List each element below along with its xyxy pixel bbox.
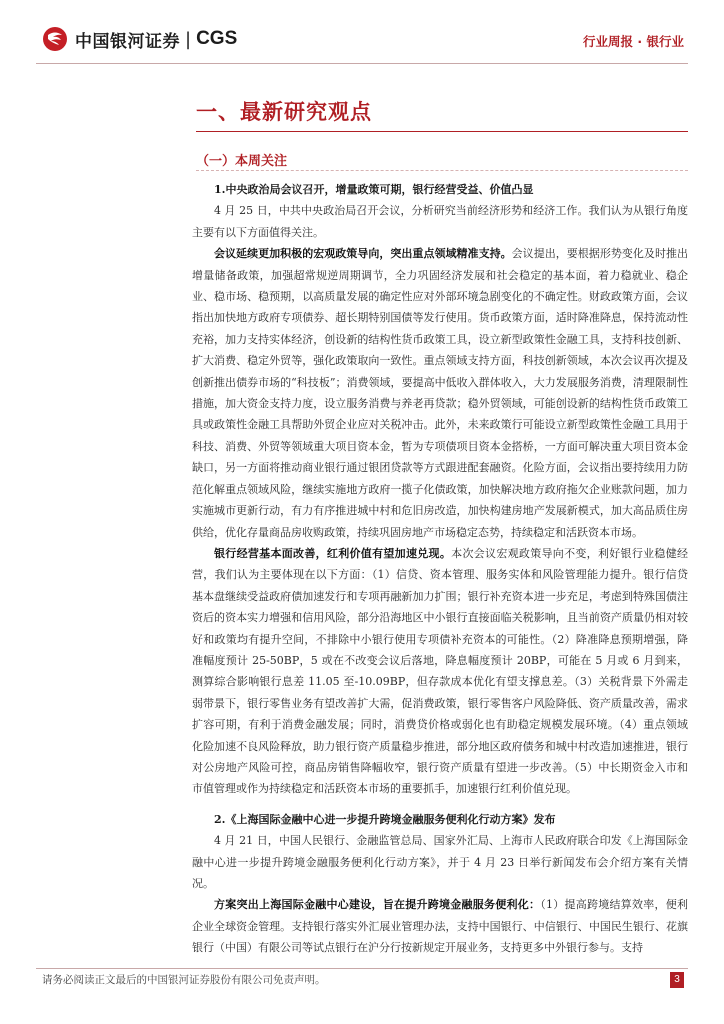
page-header bbox=[0, 0, 724, 70]
topic-heading: 2.《上海国际金融中心进一步提升跨境金融服务便利化行动方案》发布 bbox=[214, 812, 556, 826]
topic-heading: 1.中央政治局会议召开，增量政策可期，银行经营受益、价值凸显 bbox=[214, 183, 534, 196]
body-paragraph bbox=[192, 543, 688, 800]
body-paragraph bbox=[192, 243, 688, 543]
subsection-title: （一）本周关注 bbox=[196, 154, 288, 169]
paragraph-gap bbox=[192, 800, 688, 809]
body-paragraph bbox=[192, 200, 688, 243]
header-divider bbox=[36, 63, 688, 64]
paragraph-text: 4 月 21 日，中国人民银行、金融监管总局、国家外汇局、上海市人民政府联合印发《上海国际金融中心进一步提升跨境金融服务便利化行动方案》，并于 4 月 23 日举行新闻发布会介绍方案有关情况。 bbox=[192, 834, 688, 890]
brand-separator: | bbox=[185, 28, 192, 50]
section-divider bbox=[196, 131, 688, 132]
paragraph-text: 本次会议宏观政策导向不变，利好银行业稳健经营，我们认为主要体现在以下方面：（1）信贷、资本管理、服务实体和风险管理能力提升。银行信贷基本盘继续受益政府债加速发行和专项再融新加力扩围；银行补充资本进一步充足，考虑到特殊国债注资后的资本实力增强和信用风险，部分沿海地区中小银行直接面临关税影响，且当前资产质量仍相对较好和政策均有提升空间，不排除中小银行使用专项债补充资本的可能性。（2）降准降息预期增强，降准幅度预计 25-50BP，5 或在不改变会议后落地，降息幅度预计 20BP，可能在 5 月或 6 月到来，测算综合影响银行息差 11.05 至-10.09BP，但存款成本优化有望支撑息差。（3）关税背景下外需走弱带景下，银行零售业务有望改善扩大需，促消费政策，银行零售客户风险降低、资产质量改善，需求扩容可期，有利于消费金融发展；同时，消费贷价格或弱化也有助稳定规模发展环境。（4）重点领域化险加速不良风险释放，助力银行资产质量稳步推进，部分地区政府债务和城中村改造加速推进，银行对公房地产风险可控，商品房销售降幅收窄，银行资产质量有望进一步改善。（5）中长期资金入市和市值管理或作为持续稳定和活跃资本市场的重要抓手，加速银行红利价值兑现。 bbox=[192, 546, 689, 796]
section-title: 一、最新研究观点 bbox=[196, 99, 372, 124]
page-number: 3 bbox=[670, 972, 684, 988]
body-paragraph bbox=[192, 830, 688, 894]
brand-name-cn: 中国银河证券 bbox=[75, 31, 180, 52]
cgs-logo-icon bbox=[42, 26, 68, 52]
paragraph-lead: 方案突出上海国际金融中心建设，旨在提升跨境金融服务便利化： bbox=[214, 898, 541, 912]
subsection-divider bbox=[196, 170, 688, 172]
paragraph-lead: 银行经营基本面改善，红利价值有望加速兑现。 bbox=[214, 546, 452, 560]
brand-name-en: CGS bbox=[196, 28, 238, 49]
brand-logo bbox=[42, 26, 237, 52]
paragraph-lead: 会议延续更加积极的宏观政策导向，突出重点领域精准支持。 bbox=[214, 247, 512, 261]
report-type-label: 行业周报 · 银行业 bbox=[583, 34, 684, 49]
footer-divider bbox=[36, 968, 688, 969]
paragraph-text: （1）提高跨境结算效率，便利企业全球资金管理。支持银行落实外汇展业管理办法，支持中国银行、中信银行、中国民生银行、花旗银行（中国）有限公司等试点银行在沪分行按新规定开展业务，支持更多中外银行参与。支持 bbox=[192, 898, 688, 955]
paragraph-text: 4 月 25 日，中共中央政治局召开会议，分析研究当前经济形势和经济工作。我们认为从银行角度主要有以下方面值得关注。 bbox=[192, 204, 688, 239]
body-paragraph bbox=[192, 894, 688, 958]
paragraph-text: 会议提出，要根据形势变化及时推出增量储备政策，加强超常规逆周期调节，全力巩固经济发展和社会稳定的基本面，着力稳就业、稳企业、稳市场、稳预期，以高质量发展的确定性应对外部环境急剧变化的不确定性。财政政策方面，会议指出加快地方政府专项债券、超长期特别国债等发行使用。货币政策方面，适时降准降息，保持流动性充裕，加力支持实体经济，创设新的结构性货币政策工具，设立新型政策性金融工具，支持科技创新、扩大消费、稳定外贸等，强化政策取向一致性。重点领域支持方面，科技创新领域，本次会议再次提及创新推出债券市场的“科技板”；消费领域，要提高中低收入群体收入，大力发展服务消费，清理限制性措施，加大资金支持力度，设立服务消费与养老再贷款；稳外贸领域，可能创设新的结构性货币政策工具或政策性金融工具帮助外贸企业应对关税冲击。此外，未来政策行可能设立新型政策性金融工具用于科技、消费、外贸等领域重大项目资本金，暂为专项债项目资本金搭桥，一方面可解决重大项目资本金缺口，另一方面将推动商业银行通过银团贷款等方式跟进配套融资。化险方面，会议指出要持续用力防范化解重点领域风险，继续实施地方政府一揽子化债政策，加快解决地方政府拖欠企业账款问题，加力实施城市更新行动，有力有序推进城中村和危旧房改造，加快构建房地产发展新模式，加大高品质住房供给，优化存量商品房收购政策，持续巩固房地产市场稳定态势，持续稳定和活跃资本市场。 bbox=[192, 247, 688, 539]
disclaimer-text: 请务必阅读正文最后的中国银河证券股份有限公司免责声明。 bbox=[42, 974, 326, 986]
report-body bbox=[192, 179, 688, 959]
